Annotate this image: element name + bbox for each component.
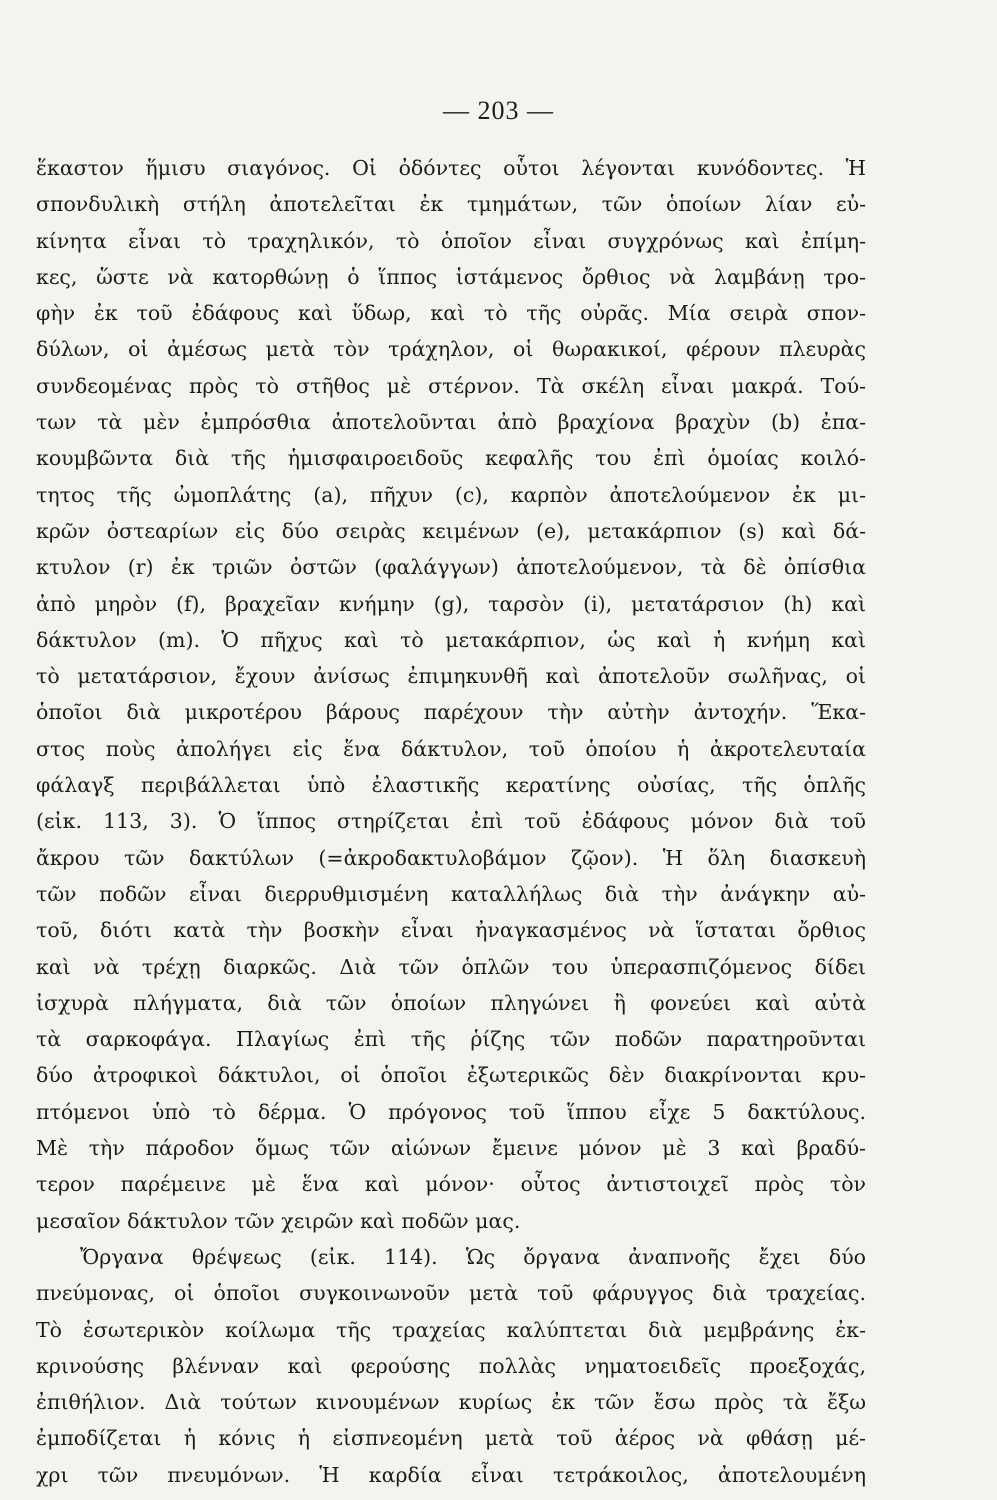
text-line: τῶν ποδῶν εἶναι διερρυθμισμένη καταλλήλως διὰ τὴν ἀνάγκην αὐ- — [36, 881, 866, 906]
text-line: δύο ἀτροφικοὶ δάκτυλοι, οἱ ὁποῖοι ἐξωτερικῶς δὲν διακρίνονται κρυ- — [36, 1063, 866, 1088]
text-line: τοῦ, διότι κατὰ τὴν βοσκὴν εἶναι ἠναγκασμένος νὰ ἵσταται ὄρθιος — [36, 918, 866, 943]
text-line: φάλαγξ περιβάλλεται ὑπὸ ἐλαστικῆς κερατίνης οὐσίας, τῆς ὁπλῆς — [36, 773, 866, 798]
text-line: κίνητα εἶναι τὸ τραχηλικόν, τὸ ὁποῖον εἶναι συγχρόνως καὶ ἐπίμη- — [36, 228, 866, 253]
text-line: ἀπὸ μηρὸν (f), βραχεῖαν κνήμην (g), ταρσὸν (i), μετατάρσιον (h) καὶ — [36, 591, 867, 616]
section-heading-line: Ὄργανα θρέψεως (εἰκ. 114). Ὡς ὄργανα ἀναπνοῆς ἔχει δύο — [80, 1244, 866, 1269]
text-line: κουμβῶντα διὰ τῆς ἡμισφαιροειδοῦς κεφαλῆς του ἐπὶ ὁμοίας κοιλό- — [36, 446, 866, 471]
text-line: πνεύμονας, οἱ ὁποῖοι συγκοινωνοῦν μετὰ τοῦ φάρυγγος διὰ τραχείας. — [36, 1281, 866, 1306]
text-line: ἐπιθήλιον. Διὰ τούτων κινουμένων κυρίως ἐκ τῶν ἔσω πρὸς τὰ ἔξω — [36, 1390, 866, 1415]
text-line: μεσαῖον δάκτυλον τῶν χειρῶν καὶ ποδῶν μας. — [36, 1208, 521, 1233]
text-line: τητος τῆς ὠμοπλάτης (a), πῆχυν (c), καρπὸν ἀποτελούμενον ἐκ μι- — [36, 482, 866, 507]
text-line: πτόμενοι ὑπὸ τὸ δέρμα. Ὁ πρόγονος τοῦ ἵππου εἶχε 5 δακτύλους. — [36, 1099, 866, 1124]
text-line: δύλων, οἱ ἀμέσως μετὰ τὸν τράχηλον, οἱ θωρακικοί, φέρουν πλευρὰς — [36, 337, 866, 362]
text-line: χρι τῶν πνευμόνων. Ἡ καρδία εἶναι τετράκοιλος, ἀποτελουμένη — [36, 1462, 866, 1487]
text-line: ἕκαστον ἥμισυ σιαγόνος. Οἱ ὀδόντες οὗτοι λέγονται κυνόδοντες. Ἡ — [36, 156, 866, 180]
text-line: Μὲ τὴν πάροδον ὅμως τῶν αἰώνων ἔμεινε μόνον μὲ 3 καὶ βραδύ- — [36, 1136, 866, 1161]
text-line: κρινούσης βλένναν καὶ φερούσης πολλὰς νηματοειδεῖς προεξοχάς, — [36, 1353, 866, 1378]
page-number: — 203 — — [443, 96, 554, 125]
text-line: δάκτυλον (m). Ὁ πῆχυς καὶ τὸ μετακάρπιον, ὡς καὶ ἡ κνήμη καὶ — [36, 627, 866, 652]
text-line: ἄκρου τῶν δακτύλων (=ἀκροδακτυλοβάμον ζῷον). Ἡ ὅλη διασκευὴ — [36, 845, 866, 870]
text-line: Τὸ ἐσωτερικὸν κοίλωμα τῆς τραχείας καλύπτεται διὰ μεμβράνης ἐκ- — [36, 1317, 866, 1342]
text-line: τερον παρέμεινε μὲ ἕνα καὶ μόνον· οὗτος ἀντιστοιχεῖ πρὸς τὸν — [36, 1172, 866, 1197]
text-line: ἐμποδίζεται ἡ κόνις ἡ εἰσπνεομένη μετὰ τοῦ ἀέρος νὰ φθάσῃ μέ- — [36, 1426, 866, 1451]
text-line: κες, ὥστε νὰ κατορθώνῃ ὁ ἵππος ἱστάμενος ὄρθιος νὰ λαμβάνῃ τρο- — [36, 264, 866, 289]
text-line: τὸ μετατάρσιον, ἔχουν ἀνίσως ἐπιμηκυνθῆ καὶ ἀποτελοῦν σωλῆνας, οἱ — [36, 664, 866, 689]
body-text — [36, 150, 866, 1493]
text-line: κρῶν ὀστεαρίων εἰς δύο σειρὰς κειμένων (e), μετακάρπιον (s) καὶ δά- — [36, 518, 866, 543]
text-line: σπονδυλικὴ στήλη ἀποτελεῖται ἐκ τμημάτων, τῶν ὁποίων λίαν εὐ- — [36, 192, 866, 217]
text-line: ἰσχυρὰ πλήγματα, διὰ τῶν ὁποίων πληγώνει ἢ φονεύει καὶ αὐτὰ — [36, 990, 866, 1015]
text-line: συνδεομένας πρὸς τὸ στῆθος μὲ στέρνον. Τὰ σκέλη εἶναι μακρά. Τού- — [36, 373, 866, 398]
text-line: καὶ νὰ τρέχῃ διαρκῶς. Διὰ τῶν ὁπλῶν του ὑπερασπιζόμενος δίδει — [36, 954, 866, 979]
text-line: στος ποὺς ἀπολήγει εἰς ἕνα δάκτυλον, τοῦ ὁποίου ἡ ἀκροτελευταία — [36, 736, 866, 761]
text-line: των τὰ μὲν ἐμπρόσθια ἀποτελοῦνται ἀπὸ βραχίονα βραχὺν (b) ἐπα- — [36, 410, 866, 435]
text-line: (εἰκ. 113, 3). Ὁ ἵππος στηρίζεται ἐπὶ τοῦ ἐδάφους μόνον διὰ τοῦ — [36, 809, 866, 834]
text-line: κτυλον (r) ἐκ τριῶν ὀστῶν (φαλάγγων) ἀποτελούμενον, τὰ δὲ ὀπίσθια — [36, 555, 866, 580]
text-line: τὰ σαρκοφάγα. Πλαγίως ἐπὶ τῆς ῥίζης τῶν ποδῶν παρατηροῦνται — [36, 1027, 866, 1052]
text-line: φὴν ἐκ τοῦ ἐδάφους καὶ ὕδωρ, καὶ τὸ τῆς οὐρᾶς. Μία σειρὰ σπον- — [36, 301, 866, 326]
text-line: ὁποῖοι διὰ μικροτέρου βάρους παρέχουν τὴν αὐτὴν ἀντοχήν. Ἕκα- — [36, 700, 866, 725]
